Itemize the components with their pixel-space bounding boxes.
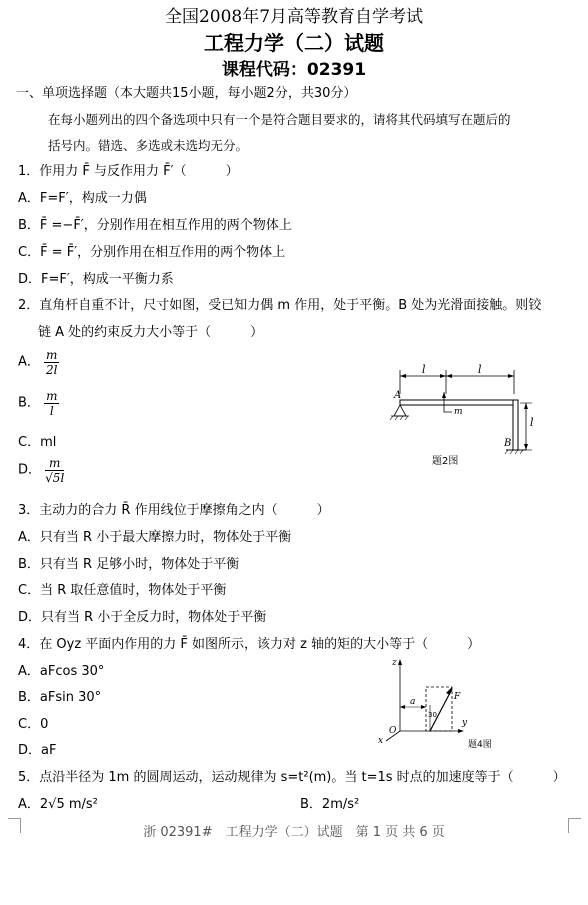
q2-option-d — [18, 456, 64, 485]
course-code: 课程代码：02391 — [221, 60, 367, 80]
q2-option-d-label: D． — [18, 462, 42, 478]
q4-stem: 4．在 Oyz 平面内作用的力 F̄ 如图所示，该力对 z 轴的矩的大小等于（ ） — [18, 637, 481, 652]
q2-fig-label-b: B — [504, 438, 512, 449]
q2-option-a — [18, 348, 59, 377]
section-instruction-2: 括号内。错选、多选或未选均无分。 — [48, 138, 249, 153]
page-title: 工程力学（二）试题 — [204, 31, 384, 55]
q2-fig-label-l2: l — [478, 363, 482, 376]
q2-fig-label-l1: l — [422, 363, 426, 376]
q5-stem: 5．点沿半径为 1m 的圆周运动，运动规律为 s=t²(m)。当 t=1s 时点的加速度等于（ ） — [18, 770, 566, 785]
q2-stem-1: 2．直角杆自重不计，尺寸如图，受已知力偶 m 作用，处于平衡。B 处为光滑面接触。则铰 — [18, 298, 542, 313]
q2-figure — [386, 364, 536, 469]
q3-option-c: C．当 R 取任意值时，物体处于平衡 — [18, 583, 227, 598]
q2-fig-label-m: m — [454, 407, 463, 417]
q4-option-a: A．aFcos 30° — [18, 664, 105, 679]
q5-option-a: A．2√5 m/s² — [18, 797, 98, 812]
q2-fig-label-a: A — [394, 390, 402, 401]
q2-b-denominator: l — [49, 404, 54, 418]
q2-option-a-fraction — [44, 348, 59, 377]
q4-fig-label-o: O — [389, 726, 397, 736]
exam-line: 全国2008年7月高等教育自学考试 — [164, 7, 424, 27]
q2-option-c: C．ml — [18, 435, 57, 450]
q2-b-numerator: m — [46, 389, 58, 403]
q2-option-b-fraction — [44, 389, 59, 418]
q4-fig-label-30: 30 — [428, 711, 437, 719]
q4-fig-caption: 题4图 — [468, 740, 492, 750]
q4-option-d: D．aF — [18, 743, 57, 758]
q1-stem: 1．作用力 F̄ 与反作用力 F̄′（ ） — [18, 164, 239, 179]
q4-fig-label-a: a — [410, 697, 416, 707]
q4-figure-svg — [372, 655, 512, 750]
q1-option-b: B．F̄ =−F̄′，分别作用在相互作用的两个物体上 — [18, 218, 292, 233]
section-instruction-1: 在每小题列出的四个备选项中只有一个是符合题目要求的，请将其代码填写在题后的 — [48, 112, 511, 127]
section-heading: 一、单项选择题（本大题共15小题，每小题2分，共30分） — [16, 86, 357, 101]
q2-option-b-label: B． — [18, 395, 40, 411]
q2-option-b — [18, 389, 59, 418]
q2-stem-2: 链 A 处的约束反力大小等于（ ） — [38, 325, 264, 340]
page-footer: 浙 02391# 工程力学（二）试题 第 1 页 共 6 页 — [143, 825, 445, 840]
q3-option-b: B．只有当 R 足够小时，物体处于平衡 — [18, 557, 240, 572]
q4-option-c: C．0 — [18, 717, 49, 732]
q3-stem: 3．主动力的合力 R̄ 作用线位于摩擦角之内（ ） — [18, 503, 330, 518]
q2-fig-caption: 题2图 — [432, 456, 459, 467]
q2-a-denominator: 2l — [46, 363, 58, 377]
q2-fig-label-l3: l — [530, 416, 534, 429]
q2-option-a-label: A． — [18, 354, 40, 370]
q1-option-a: A．F=F′，构成一力偶 — [18, 191, 147, 206]
q2-a-numerator: m — [46, 348, 58, 362]
q3-option-d: D．只有当 R 小于全反力时，物体处于平衡 — [18, 610, 267, 625]
q4-fig-label-x: x — [378, 736, 384, 746]
q4-fig-label-y: y — [462, 718, 468, 728]
q1-option-c: C．F̄ = F̄′，分别作用在相互作用的两个物体上 — [18, 245, 286, 260]
q4-fig-label-f: F — [454, 692, 461, 702]
q3-option-a: A．只有当 R 小于最大摩擦力时，物体处于平衡 — [18, 530, 292, 545]
q2-figure-svg — [386, 364, 536, 469]
q4-option-b: B．aFsin 30° — [18, 690, 102, 705]
q4-figure — [372, 655, 512, 750]
q1-option-d: D．F=F′，构成一平衡力系 — [18, 272, 174, 287]
q5-option-b: B．2m/s² — [300, 797, 360, 812]
q2-d-denominator: √5l — [45, 471, 65, 485]
q4-fig-label-z: z — [392, 658, 397, 668]
q2-option-d-fraction — [45, 456, 64, 485]
q2-d-numerator: m — [45, 456, 64, 471]
